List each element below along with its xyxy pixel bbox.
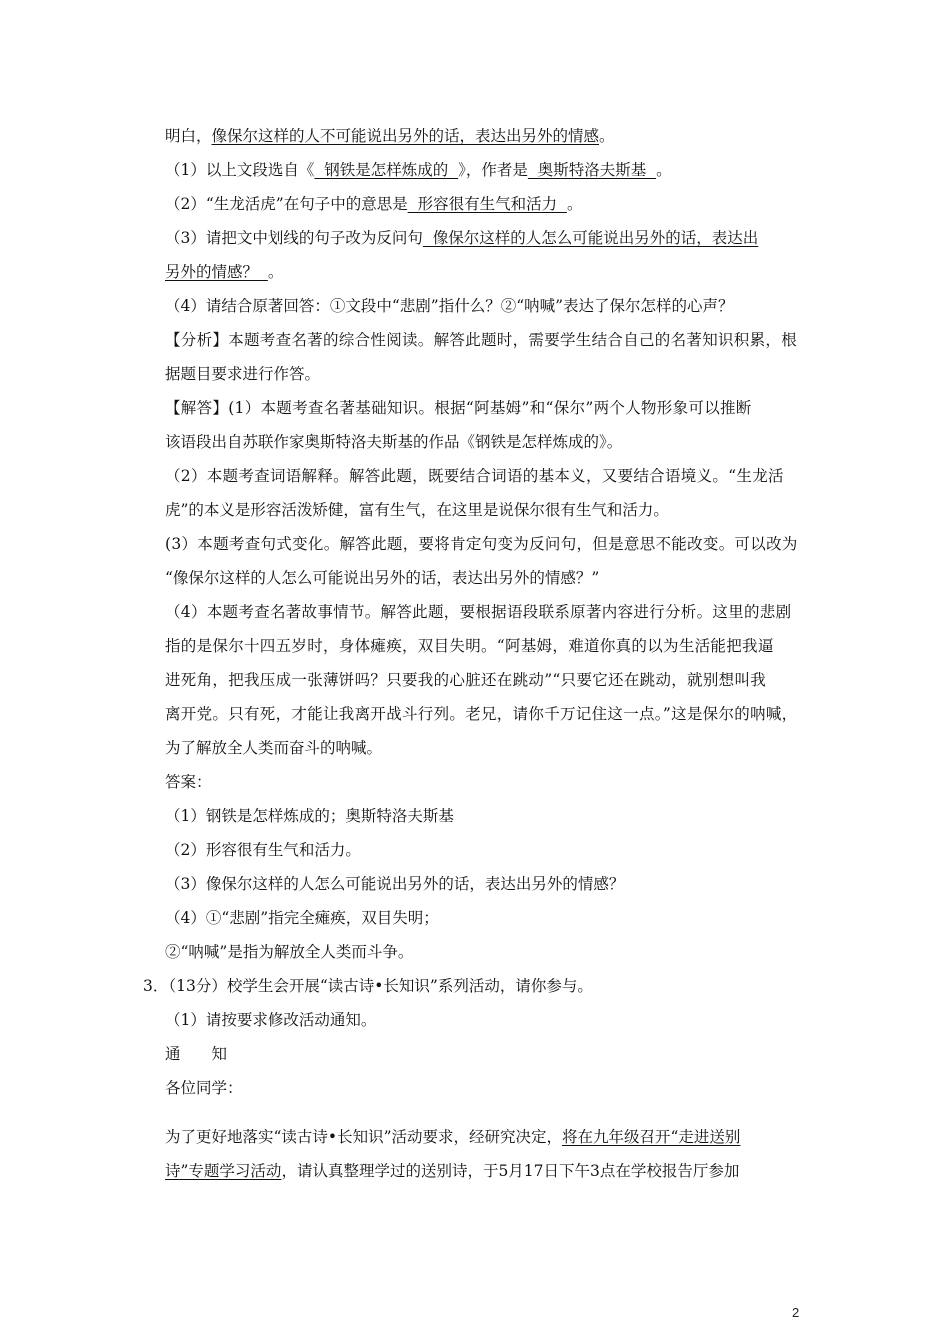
answer-blank: 像保尔这样的人怎么可能说出另外的话，表达出 (422, 229, 759, 247)
solution-line: 该语段出自苏联作家奥斯特洛夫斯基的作品《钢铁是怎样炼成的》。 (165, 433, 623, 451)
underlined-sentence: 诗”专题学习活动 (165, 1162, 282, 1180)
solution-line: 虎”的本义是形容活泼矫健，富有生气，在这里是说保尔很有生气和活力。 (165, 501, 669, 519)
question-3-main: 3．（13分）校学生会开展“读古诗•长知识”系列活动，请你参与。 (143, 977, 593, 995)
solution-line: 为了解放全人类而奋斗的呐喊。 (165, 739, 383, 757)
analysis-line: 据题目要求进行作答。 (165, 365, 321, 383)
answer-item: （4）①“悲剧”指完全瘫痪，双目失明； (165, 909, 439, 927)
answer-label: 答案： (165, 773, 212, 791)
notice-title: 通 知 (165, 1045, 228, 1063)
solution-line: （4）本题考查名著故事情节。解答此题，要根据语段联系原著内容进行分析。这里的悲剧 (165, 603, 792, 621)
question-1: （1）以上文段选自《 钢铁是怎样炼成的 》，作者是 奥斯特洛夫斯基 。 (165, 161, 672, 179)
question-3: （3）请把文中划线的句子改为反问句 像保尔这样的人怎么可能说出另外的话，表达出 (165, 229, 759, 247)
notice-body-line: 诗”专题学习活动，请认真整理学过的送别诗，于5月17日下午3点在学校报告厅参加 (165, 1162, 740, 1180)
solution-line: 【解答】(1）本题考查名著基础知识。根据“阿基姆”和“保尔”两个人物形象可以推断 (165, 399, 752, 417)
answer-blank: 奥斯特洛夫斯基 (527, 161, 657, 179)
text-line: 明白，像保尔这样的人不可能说出另外的话，表达出另外的情感。 (165, 127, 615, 145)
answer-blank: 钢铁是怎样炼成的 (314, 161, 459, 179)
question-4: （4）请结合原著回答：①文段中“悲剧”指什么？②“呐喊”表达了保尔怎样的心声？ (165, 297, 734, 315)
solution-line: （2）本题考查词语解释。解答此题，既要结合词语的基本义，又要结合语境义。“生龙活 (165, 467, 784, 485)
answer-item: （2）形容很有生气和活力。 (165, 841, 361, 859)
notice-greeting: 各位同学： (165, 1079, 243, 1097)
question-2: （2）“生龙活虎”在句子中的意思是 形容很有生气和活力 。 (165, 195, 583, 213)
solution-line: 离开党。只有死，才能让我离开战斗行列。老兄，请你千万记住这一点。”这是保尔的呐喊， (165, 705, 798, 723)
question-number: 3． (143, 977, 169, 995)
question-3-cont: 另外的情感？ 。 (165, 263, 284, 281)
underlined-sentence: 将在九年级召开“走进送别 (562, 1128, 741, 1146)
solution-line: “像保尔这样的人怎么可能说出另外的话，表达出另外的情感？” (165, 569, 600, 587)
solution-line: (3）本题考查句式变化。解答此题，要将肯定句变为反问句，但是意思不能改变。可以改为 (165, 535, 798, 553)
page-number: 2 (792, 1305, 800, 1320)
underlined-sentence: 像保尔这样的人不可能说出另外的话，表达出另外的情感 (211, 127, 600, 145)
answer-blank: 另外的情感？ (165, 263, 268, 281)
notice-body-line: 为了更好地落实“读古诗•长知识”活动要求，经研究决定，将在九年级召开“走进送别 (165, 1128, 741, 1146)
answer-item: （1）钢铁是怎样炼成的；奥斯特洛夫斯基 (165, 807, 454, 825)
solution-line: 进死角，把我压成一张薄饼吗？只要我的心脏还在跳动”“只要它还在跳动，就别想叫我 (165, 671, 767, 689)
question-3-sub: （1）请按要求修改活动通知。 (165, 1011, 377, 1029)
solution-line: 指的是保尔十四五岁时，身体瘫痪，双目失明。“阿基姆，难道你真的以为生活能把我逼 (165, 637, 774, 655)
answer-blank: 形容很有生气和活力 (407, 195, 567, 213)
answer-item: ②“呐喊”是指为解放全人类而斗争。 (165, 943, 414, 961)
analysis-line: 【分析】本题考查名著的综合性阅读。解答此题时，需要学生结合自己的名著知识积累，根 (165, 331, 798, 349)
answer-item: （3）像保尔这样的人怎么可能说出另外的话，表达出另外的情感？ (165, 875, 625, 893)
